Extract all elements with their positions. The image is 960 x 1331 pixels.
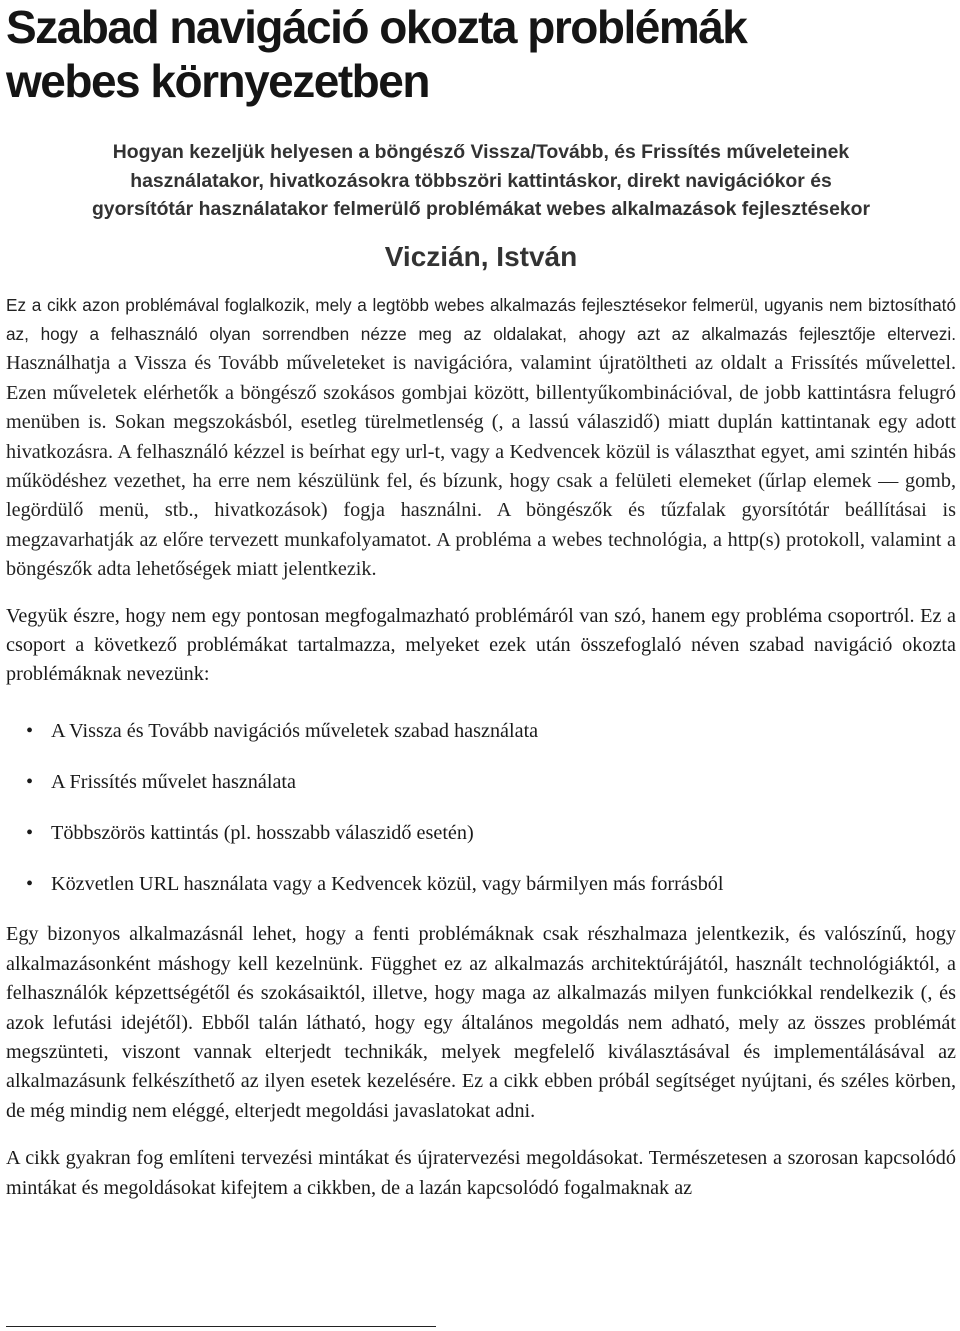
bullet-icon: • (26, 770, 34, 793)
document-page (6, 0, 956, 1203)
list-item (6, 819, 956, 848)
problem-list (6, 717, 956, 899)
list-item-text: Többszörös kattintás (pl. hosszabb válaszidő esetén) (51, 821, 474, 844)
footnote-divider (6, 1326, 436, 1327)
list-item (6, 870, 956, 899)
list-item (6, 717, 956, 746)
paragraph-subset: Egy bizonyos alkalmazásnál lehet, hogy a fenti problémáknak csak részhalmaza jelentkezik, és valószínű, hogy alkalmazásonként máshogy kell kezelnünk. Függhet ez az alkalmazás architektúrájától, használt technológiáktól, a felhasználók képzettségétől és szokásaiktól, illetve, hogy maga az alkalmazás milyen funkciókkal rendelkezik (, és azok lefutási idejétől). Ebből talán látható, hogy egy általános megoldás nem adható, mely az összes problémát megszünteti, viszont vannak elterjedt technikák, melyek megfelelő kiválasztásával és implementálásával az alkalmazásunk felkészíthető az ilyen esetek kezelésére. Ez a cikk ebben próbál segítséget nyújtani, és széles körben, de még mindig nem eléggé, elterjedt megoldási javaslatokat adni. (6, 923, 956, 1122)
paragraph-problem-group: Vegyük észre, hogy nem egy pontosan megfogalmazható problémáról van szó, hanem egy probléma csoportról. Ez a csoport a következő problémákat tartalmazza, melyeket ezek után összefoglaló néven szabad navigáció okozta problémáknak nevezünk: (6, 604, 956, 686)
bullet-icon: • (26, 872, 34, 895)
paragraph-patterns: A cikk gyakran fog említeni tervezési mintákat és újratervezési megoldásokat. Természetesen a szorosan kapcsolódó mintákat és megoldásokat kifejtem a cikkben, de a lazán kapcsolódó fogalmaknak az (6, 1147, 956, 1199)
list-item (6, 768, 956, 797)
title-line-2: webes környezetben (6, 55, 429, 107)
document-subtitle (6, 138, 956, 224)
author-name: Viczián, István (384, 240, 578, 272)
abstract-serif-text: Használhatja a Vissza és Tovább műveleteket is navigációra, valamint újratöltheti az oldalt a Frissítés művelettel. Ezen műveletek elérhetők a böngésző szokásos gombjai között, billentyűkombinációval, de jobb kattintásra felugró menüben is. Sokan megszokásból, esetleg türelmetlenség (, a lassú válaszidő) miatt duplán kattintanak egy adott hivatkozásra. A felhasználó kézzel is beírhat egy url-t, vagy a Kedvencek közül is választhat egyet, ami szintén hibás működéshez vezethet, ha erre nem készülünk fel, és bízunk, hogy csak a felületi elemeket (űrlap elemek — gomb, legördülő menü, stb., hivatkozások) fogja használni. A böngészők és tűzfalak gyorsítótár beállításai is megzavarhatják az előre tervezett munkafolyamatot. A probléma a webes technológia, a http(s) protokoll, valamint a böngészők adta lehetőségek miatt jelentkezik. (6, 352, 956, 581)
document-title (6, 0, 956, 108)
bullet-icon: • (26, 719, 34, 742)
abstract-paragraph (6, 291, 956, 585)
subtitle-line-1: Hogyan kezeljük helyesen a böngésző Vissza/Tovább, és Frissítés műveleteinek (112, 141, 850, 163)
subtitle-line-3: gyorsítótár használatakor felmerülő problémákat webes alkalmazások fejlesztésekor (91, 198, 871, 220)
bullet-icon: • (26, 821, 34, 844)
list-item-text: A Vissza és Tovább navigációs műveletek szabad használata (51, 719, 539, 742)
list-item-text: A Frissítés művelet használata (51, 770, 296, 793)
abstract-sans-text: Ez a cikk azon problémával foglalkozik, mely a legtöbb webes alkalmazás fejlesztésekor felmerül, ugyanis nem biztosítható az, hogy a felhasználó olyan sorrendben nézze meg az oldalakat, ahogy azt az alkalmazás fejlesztője eltervezi. (6, 294, 956, 344)
title-line-1: Szabad navigáció okozta problémák (6, 1, 747, 53)
list-item-text: Közvetlen URL használata vagy a Kedvencek közül, vagy bármilyen más forrásból (51, 872, 724, 895)
subtitle-line-2: használatakor, hivatkozásokra többszöri kattintáskor, direkt navigációkor és (130, 169, 832, 192)
